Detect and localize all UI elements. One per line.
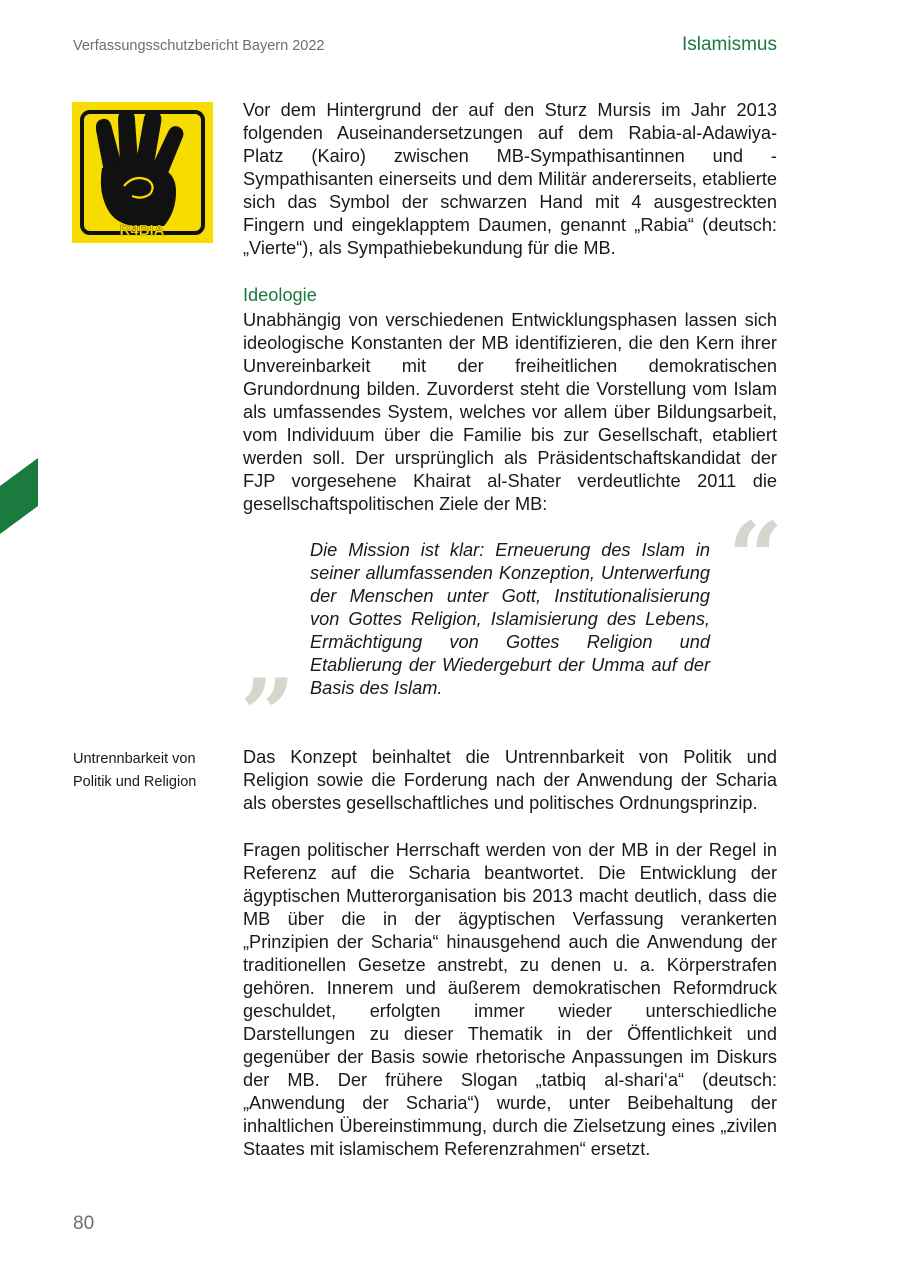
governance-paragraph — [243, 839, 777, 1161]
concept-paragraph — [243, 746, 777, 815]
page-number: 80 — [73, 1213, 95, 1234]
intro-text: Vor dem Hintergrund der auf den Sturz Mursis im Jahr 2013 folgenden Auseinandersetzungen auf dem Rabia-al-Adawiya-Platz (Kairo) zwischen MB-Sympathisantinnen und -Sympathisanten einerseits und dem Militär andererseits, etablierte sich das Symbol der schwarzen Hand mit 4 ausgestreckten Fingern und eingeklapptem Daumen, genannt „Rabia“ (deutsch: „Vierte“), als Sympathiebekundung für die MB. — [243, 100, 777, 258]
margin-note — [73, 748, 223, 794]
concept-text: Das Konzept beinhaltet die Untrennbarkeit von Politik und Religion sowie die Forderung nach der Anwendung der Scharia als oberstes gesellschaftliches und politisches Ordnungsprinzip. — [243, 747, 777, 813]
running-header-publication: Verfassungsschutzbericht Bayern 2022 — [73, 38, 325, 54]
section-heading-ideology: Ideologie — [243, 285, 317, 305]
rabia-hand-icon — [72, 102, 213, 243]
intro-paragraph — [243, 99, 777, 260]
ideology-text: Unabhängig von verschiedenen Entwicklungsphasen lassen sich ideologische Konstanten der MB identifizieren, die den Kern ihrer Unvereinbarkeit mit der freiheitlichen demokratischen Grundordnung bilden. Zuvorderst steht die Vorstellung vom Islam als umfassendes System, welches vor allem über Bildungsarbeit, vom Individuum über die Familie bis zur Gesellschaft, etabliert werden soll. Der ursprünglich als Präsidentschaftskandidat der FJP vorgesehene Khairat al-Shater verdeutlichte 2011 die gesellschaftspolitischen Ziele der MB: — [243, 310, 777, 514]
blockquote-text: Die Mission ist klar: Erneuerung des Islam in seiner allumfassenden Konzeption, Unterwerfung der Menschen unter Gott, Institutionalisierung von Gottes Religion, Islamisierung des Lebens, Ermächtigung von Gottes Religion und Etablierung der Wiedergeburt der Umma auf der Basis des Islam. — [310, 540, 710, 698]
ideology-paragraph — [243, 309, 777, 516]
margin-note-line-2: Politik und Religion — [73, 774, 197, 790]
logo-caption: R4BIA — [119, 222, 165, 239]
running-header-section: Islamismus — [681, 34, 777, 55]
governance-text: Fragen politischer Herrschaft werden von der MB in der Regel in Referenz auf die Scharia beantwortet. Die Entwicklung der ägyptischen Mutterorganisation bis 2013 macht deutlich, dass die MB über die in der ägyptischen Verfassung verankerten „Prinzipien der Scharia“ hinausgehend auch die Anwendung der traditionellen Gesetze anstrebt, zu denen u. a. Körperstrafen gehören. Innerem und äußerem demokratischen Reformdruck geschuldet, erfolgten immer wieder unterschiedliche Darstellungen zu dieser Thematik in der Öffentlichkeit und gegenüber der Basis sowie rhetorische Anpassungen im Diskurs der MB. Der frühere Slogan „tatbiq al-shari‘a“ (deutsch: „Anwendung der Scharia“) wurde, unter Beibehaltung der inhaltlichen Übereinstimmung, durch die Zielsetzung eines „zivilen Staates mit islamischem Referenzrahmen“ ersetzt. — [243, 840, 777, 1159]
quote-open-mark: “ — [728, 501, 784, 614]
rabia-logo — [72, 102, 213, 243]
margin-note-line-1: Untrennbarkeit von — [73, 751, 196, 767]
quote-close-mark: ” — [240, 658, 296, 771]
chapter-tab-marker — [0, 458, 38, 534]
